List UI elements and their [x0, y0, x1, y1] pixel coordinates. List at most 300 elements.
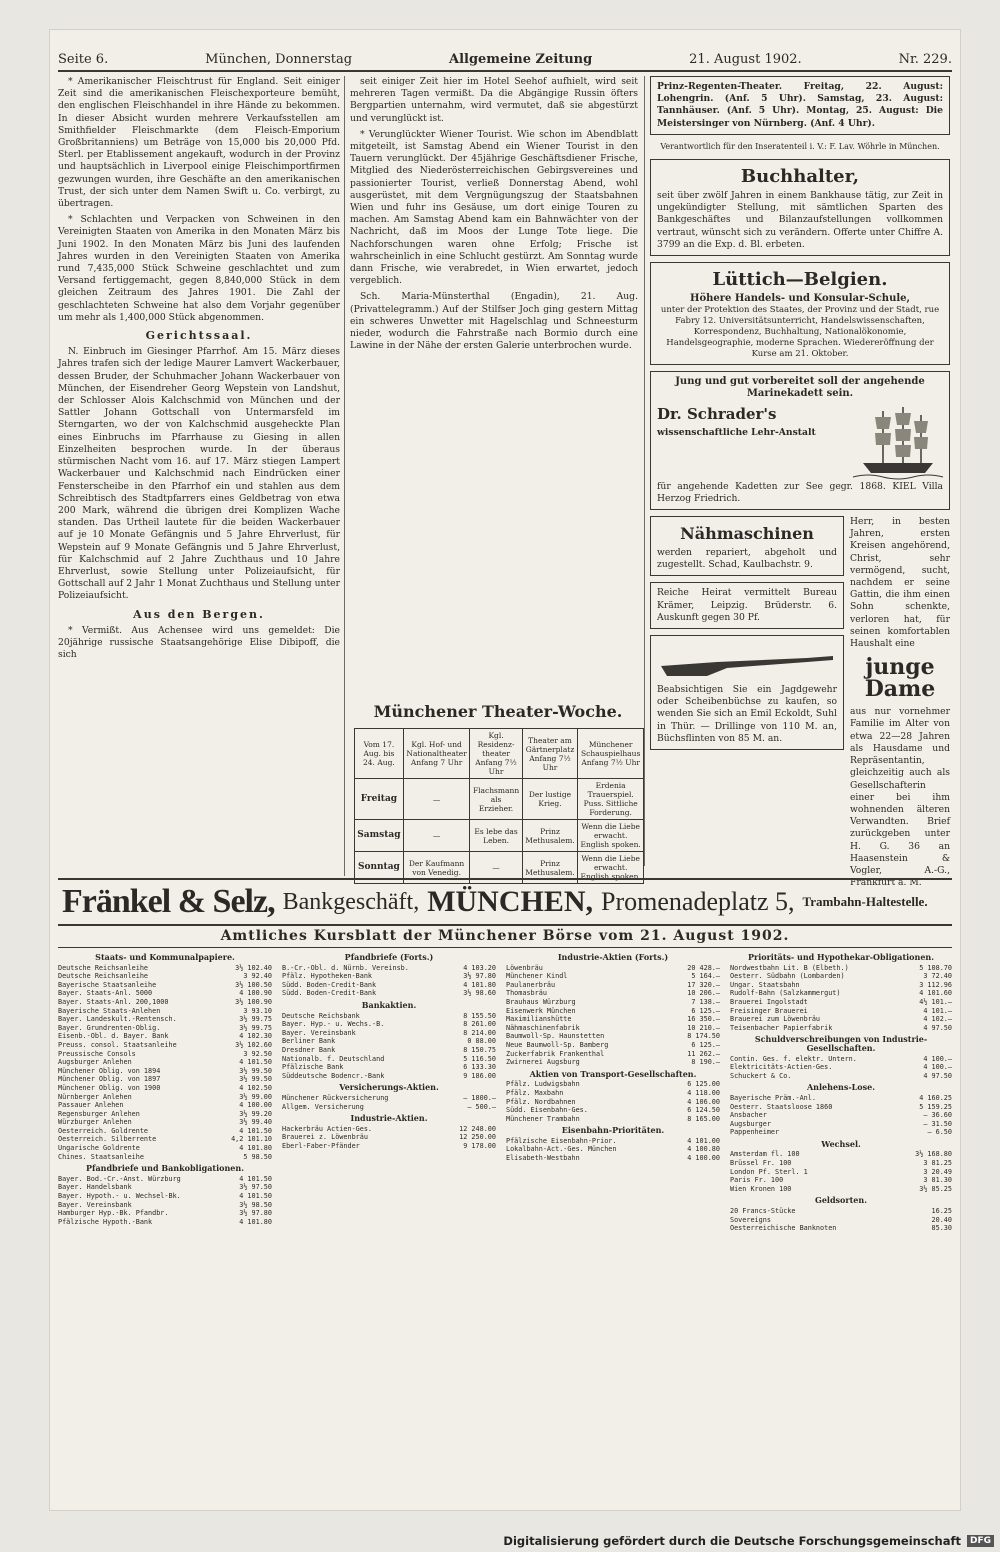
kurs-value: 4 97.50 [923, 1023, 952, 1032]
kurs-row [282, 1055, 496, 1064]
kurs-value: 3 81.30 [923, 1176, 952, 1185]
kurs-row [58, 972, 272, 981]
theater-house: Kgl. Residenz-theater Anfang 7½ Uhr [470, 729, 522, 779]
kurs-security-name: Neue Baumwoll-Sp. Bamberg [506, 1040, 609, 1049]
kurs-security-name: Pfälz. Ludwigsbahn [506, 1080, 580, 1089]
kurs-value: 4 102.30 [239, 1032, 272, 1041]
kurs-list [730, 1055, 952, 1081]
kurs-value: 17 320.— [687, 980, 720, 989]
kurs-row [58, 1135, 272, 1144]
kurs-security-name: Pfälzische Bank [282, 1063, 344, 1072]
kurs-row [506, 964, 720, 973]
kurs-list [506, 1137, 720, 1163]
kurs-row [58, 1032, 272, 1041]
kurs-value: 16.25 [931, 1207, 952, 1216]
kurs-row [506, 1106, 720, 1115]
kurs-row [282, 1029, 496, 1038]
kurs-security-name: Bayer. Grundrenten-Oblig. [58, 1023, 161, 1032]
kurs-security-name: Münchener Oblig. von 1900 [58, 1083, 161, 1092]
kurs-value: 8 214.00 [463, 1028, 496, 1037]
kurs-row [730, 1224, 952, 1233]
kurs-list [730, 1150, 952, 1193]
kurs-security-name: Oesterr. Südbahn (Lombarden) [730, 972, 845, 981]
kurs-value: 8 165.00 [687, 1114, 720, 1123]
kurs-section-heading: Industrie-Aktien (Forts.) [557, 952, 669, 962]
ad-reiche-text: Reiche Heirat vermittelt Bureau Krämer, Leipzig. Brüderstr. 6. Auskunft gegen 30 Pf. [657, 587, 837, 623]
article-vermisst-cont: seit einiger Zeit hier im Hotel Seehof aufhielt, wird seit mehreren Tagen vermißt. Da die Abgängige Russin öfters Bergpartien unternahm, wird vermutet, daß sie abgestürzt und verunglückt ist. [350, 76, 638, 124]
kurs-section-heading: Pfandbriefe (Forts.) [344, 952, 434, 962]
kurs-security-name: Nürnberger Anlehen [58, 1092, 132, 1101]
ad-jagdgewehr [650, 635, 844, 750]
kurs-column-1 [58, 950, 272, 1490]
ad-reiche-heirat [650, 582, 844, 629]
kurs-value: 4 101.50 [239, 1058, 272, 1067]
kurs-value: 4 101.80 [463, 980, 496, 989]
kurs-value: 8 174.50 [687, 1032, 720, 1041]
kurs-row [730, 1216, 952, 1225]
ad-prinzregenten [650, 76, 950, 135]
kurs-value: 10 210.— [687, 1023, 720, 1032]
kurs-row [730, 1176, 952, 1185]
kurs-row [730, 972, 952, 981]
column-2 [350, 76, 638, 716]
ad-buchhalter [650, 159, 950, 256]
kurs-value: 4 101.50 [239, 1174, 272, 1183]
kurs-value: 5 159.25 [919, 1102, 952, 1111]
kurs-row [730, 1103, 952, 1112]
kurs-security-name: Ungarische Goldrente [58, 1144, 140, 1153]
kurs-security-name: Münchener Kindl [506, 972, 568, 981]
kurs-value: 3½ 168.80 [915, 1150, 952, 1159]
kurs-security-name: Pfälz. Maxbahn [506, 1088, 564, 1097]
kurs-security-name: Brauerei z. Löwenbräu [282, 1133, 368, 1142]
kurs-row [58, 1041, 272, 1050]
kurs-value: 9 178.00 [463, 1141, 496, 1150]
theater-day: Sonntag [355, 852, 404, 884]
kurs-security-name: Oesterreich. Goldrente [58, 1126, 149, 1135]
ad-prinzregenten-text: Prinz-Regenten-Theater. Freitag, 22. August: Lohengrin. (Anf. 5 Uhr). Samstag, 23. August: Tannhäuser. (Anf. 5 Uhr). Montag, 25. August: Die Meistersinger von Nürnberg. (Anf. 4 Uhr). [657, 81, 943, 129]
kurs-value: 3½ 99.40 [239, 1118, 272, 1127]
theater-cell: — [470, 852, 522, 884]
kurs-row [58, 1144, 272, 1153]
kurs-row [282, 1046, 496, 1055]
banner-kind: Bankgeschäft, [282, 888, 420, 915]
kurs-value: 4 102.50 [239, 1083, 272, 1092]
kurs-security-name: Münchener Trambahn [506, 1114, 580, 1123]
kurs-row [506, 1007, 720, 1016]
kurs-security-name: Baumwoll-Sp. Haunstetten [506, 1032, 605, 1041]
kurs-value: 4 118.00 [687, 1088, 720, 1097]
kurs-column-3 [506, 950, 720, 1490]
kurs-value: 4 100.— [923, 1063, 952, 1072]
kurs-row [730, 1111, 952, 1120]
article-einbruch: N. Einbruch im Giesinger Pfarrhof. Am 15. März dieses Jahres trafen sich der ledige Maurer Lamvert Wackerbauer, dessen Bruder, der Schuhmacher Johann Wackerbauer von München, der Eisendreher Georg Wepstein von Landshut, der Schlosser Alois Kalchschmid von München und der Sattler Johann Gottschall von Untermarsfeld im Sterngarten, wo der von Kalchschmid ausgeheckte Plan eines Einbruchs im Pfarrhause zu Giesing in allen Einzelheiten besprochen wurde. In der überaus stürmischen Nacht vom 16. auf 17. März stiegen Lampert Wackerbauer und Kalchschmid nach Eindrücken einer Fensterscheibe in den Pfarrhof ein und stahlen aus dem Schreibtisch des Stadtpfarrers eines Geldbetrag von etwa 200 Mark, während die übrigen drei Komplizen Wache standen. Das Urtheil lautete für die beiden Wackerbauer auf je 10 Monate Gefängnis und 5 Jahre Ehrverlust, für Wepstein auf 9 Monate Gefängnis und 5 Jahre Ehrverlust, für Kalchschmid auf 2 Jahre Zuchthaus und 10 Jahre Ehrverlust, sowie Stellung unter Polizeiaufsicht, für Gottschall auf 2 Jahr 1 Monat Zuchthaus und Stellung unter Polizeiaufsicht. [58, 346, 340, 602]
dfg-logo-icon: DFG [967, 1535, 994, 1547]
kurs-row [282, 1063, 496, 1072]
kurs-security-name: Maximilianshütte [506, 1015, 572, 1024]
kurs-row [506, 981, 720, 990]
ad-row [650, 516, 950, 889]
kurs-value: 3½ 99.75 [239, 1015, 272, 1024]
kurs-security-name: Bayer. Staats-Anl. 5000 [58, 989, 153, 998]
kurs-row [506, 998, 720, 1007]
kurs-value: 3½ 97.80 [239, 1209, 272, 1218]
kurs-list [506, 964, 720, 1067]
kurs-row [58, 1118, 272, 1127]
kurs-section-heading: Eisenbahn-Prioritäten. [561, 1125, 665, 1136]
kurs-row [282, 989, 496, 998]
kurs-column-2 [282, 950, 496, 1490]
kurs-row [58, 1024, 272, 1033]
kurs-value: 3½ 100.50 [235, 980, 272, 989]
kurs-value: 3½ 85.25 [919, 1184, 952, 1193]
kurs-value: 12 250.00 [459, 1133, 496, 1142]
kurs-security-name: Pfälz. Hypotheken-Bank [282, 972, 373, 981]
kurs-security-name: Amsterdam fl. 100 [730, 1150, 800, 1159]
kurs-row [58, 1084, 272, 1093]
kurs-value: 6 125.— [691, 1040, 720, 1049]
kurs-row [730, 981, 952, 990]
page-header [58, 48, 952, 72]
kurs-section-heading: Bankaktien. [361, 999, 417, 1010]
kurs-security-name: Paris Fr. 100 [730, 1176, 784, 1185]
kurs-row [58, 1153, 272, 1162]
section-heading-bergen: Aus den Bergen. [133, 607, 265, 621]
kurs-value: 4 101.— [923, 1006, 952, 1015]
kurs-security-name: Berliner Bank [282, 1037, 336, 1046]
article-vermisst: * Vermißt. Aus Achensee wird uns gemeldet: Die 20jährige russische Staatsangehörige Elise Dibipoff, die sich [58, 624, 340, 661]
kurs-value: 4 101.00 [687, 1136, 720, 1145]
kurs-row [282, 1072, 496, 1081]
ad-schrader-intro: Jung und gut vorbereitet soll der angehende Marinekadett sein. [675, 376, 925, 400]
article-schweine: * Schlachten und Verpacken von Schweinen in den Vereinigten Staaten von Amerika in den Monaten März bis Juni 1902. In den Monaten März bis Juni des laufenden Jahres wurden in den Vereinigten Staaten von Amerika rund 7,435,000 Stück Schweine geschlachtet und zum Versand fertiggemacht, gegen 8,840,000 Stück in dem gleichen Zeitraum des Jahres 1901. Die Zahl der geschlachteten Schweine hat also dem Vorjahr gegenüber um mehr als 1,400,000 Stück abgenommen. [58, 214, 340, 323]
kurs-row [730, 1168, 952, 1177]
kurs-security-name: Dresdner Bank [282, 1045, 336, 1054]
kurs-value: 5 164.— [691, 972, 720, 981]
kurs-value: 4 101.60 [919, 989, 952, 998]
kurs-security-name: Ungar. Staatsbahn [730, 980, 800, 989]
kurs-column-4 [730, 950, 952, 1490]
kurs-security-name: Elektricitäts-Actien-Ges. [730, 1063, 833, 1072]
ad-schrader-text: für angehende Kadetten zur See gegr. 1868. KIEL Villa Herzog Friedrich. [657, 480, 943, 504]
article-wiener-tourist: * Verunglückter Wiener Tourist. Wie schon im Abendblatt mitgeteilt, ist Samstag Abend ein Wiener Tourist in den Tauern verunglückt. Der 45jährige Geschäftsdiener Frische, Mitglied des Niederösterreichischen Gebirgsvereines und passionierter Tourist, verließ Donnerstag Abend, wohl ausgerüstet, mit dem Vergnügungszug der Staatsbahnen Wien und fuhr ins Gesäuse, um dort einige Touren zu machen. Am Samstag Abend kam ein Bahnwächter von der Nachricht, daß im Moos der Lunge Tote liege. Die Nachforschungen waren ohne Erfolg; Frische ist wahrscheinlich in eine Schlucht gestürzt. Am Sonntag wurde dann Frische, wie verabredet, in Wien erwartet, jedoch vergeblich. [350, 128, 638, 287]
kurs-value: 5 98.50 [243, 1152, 272, 1161]
kurs-security-name: Zwirnerei Augsburg [506, 1058, 580, 1067]
kurs-value: 3½ 97.80 [463, 972, 496, 981]
kurs-security-name: Nationalb. f. Deutschland [282, 1054, 385, 1063]
kurs-security-name: Südd. Boden-Credit-Bank [282, 980, 377, 989]
theater-house: Kgl. Hof- und Nationaltheater Anfang 7 Uhr [403, 729, 470, 779]
kurs-row [730, 1150, 952, 1159]
kurs-section-heading: Wechsel. [821, 1138, 861, 1149]
kurs-row [730, 989, 952, 998]
kurs-value: 4 102.— [923, 1015, 952, 1024]
kurs-security-name: Nähmaschinenfabrik [506, 1023, 580, 1032]
kurs-security-name: London Pf. Sterl. 1 [730, 1167, 808, 1176]
kurs-security-name: Münchener Rückversicherung [282, 1093, 389, 1102]
kurs-row [58, 1050, 272, 1059]
theater-day: Samstag [355, 820, 404, 852]
kurs-value: 4 160.25 [919, 1093, 952, 1102]
column-3-ads [650, 76, 950, 889]
theater-cell: Wenn die Liebe erwacht. English spoken. [578, 820, 644, 852]
kurs-value: 8 261.00 [463, 1020, 496, 1029]
kurs-security-name: Bayer. Vereinsbank [58, 1200, 132, 1209]
theater-cell: Der Kaufmann von Venedig. [403, 852, 470, 884]
newspaper-page [50, 30, 960, 1510]
kurs-row [58, 1201, 272, 1210]
kurs-row [58, 1058, 272, 1067]
kurs-row [58, 981, 272, 990]
column-1 [58, 76, 340, 876]
kurs-section-heading: Geldsorten. [815, 1195, 867, 1206]
kurs-security-name: Augsburger [730, 1119, 771, 1128]
column-rule [644, 76, 645, 866]
kurs-security-name: Passauer Anlehen [58, 1101, 124, 1110]
kurs-value: 85.30 [931, 1224, 952, 1233]
kurs-security-name: Bayerische Präm.-Anl. [730, 1093, 816, 1102]
kurs-section-heading: Anlehens-Lose. [806, 1082, 876, 1093]
kurs-value: 3½ 99.00 [239, 1092, 272, 1101]
footer-credit [503, 1534, 994, 1548]
kurs-list [730, 1207, 952, 1233]
ad-naehmaschinen [650, 516, 844, 576]
kurs-section-heading: Aktien von Transport-Gesellschaften. [529, 1068, 697, 1079]
kurs-value: 8 155.50 [463, 1011, 496, 1020]
kurs-security-name: Brauhaus Würzburg [506, 997, 576, 1006]
kurs-section-heading: Industrie-Aktien. [350, 1113, 428, 1124]
kurs-value: 3½ 102.40 [235, 963, 272, 972]
kurs-section-heading: Pfandbriefe und Bankobligationen. [86, 1163, 244, 1174]
kurs-section-heading: Schuldverschreibungen von Industrie-Gesellschaften. [754, 1034, 928, 1053]
kurs-value: 4 97.50 [923, 1071, 952, 1080]
kurs-security-name: Regensburger Anlehen [58, 1109, 140, 1118]
kurs-row [730, 1207, 952, 1216]
kurs-row [730, 1063, 952, 1072]
theater-cell: Flachsmann als Erzieher. [470, 779, 522, 820]
kurs-security-name: Pappenheimer [730, 1128, 780, 1137]
kurs-row [282, 1103, 496, 1112]
kurs-list [282, 1094, 496, 1111]
kurs-value: 4 103.20 [463, 963, 496, 972]
kurs-value: 6 124.50 [687, 1106, 720, 1115]
kurs-row [282, 972, 496, 981]
kurs-section-heading: Versicherungs-Aktien. [339, 1082, 439, 1093]
banner-tram: Trambahn-Haltestelle. [802, 894, 928, 909]
kurs-security-name: Bayer. Hyp.- u. Wechs.-B. [282, 1020, 385, 1029]
kurs-value: 3½ 100.90 [235, 997, 272, 1006]
theater-cell: Prinz Methusalem. [522, 820, 578, 852]
kurs-value: 3½ 99.75 [239, 1023, 272, 1032]
kurs-row [282, 1133, 496, 1142]
theater-house: Münchener Schauspielhaus Anfang 7½ Uhr [578, 729, 644, 779]
ad-buchhalter-title: Buchhalter, [740, 166, 860, 188]
kurs-row [506, 1032, 720, 1041]
kurs-security-name: Thomasbräu [506, 989, 547, 998]
kurs-security-name: Preussische Consols [58, 1049, 136, 1058]
kurs-value: 4 100.00 [239, 1101, 272, 1110]
ad-naeh-title: Nähmaschinen [680, 524, 814, 544]
place-day: München, Donnerstag [205, 51, 353, 67]
kurs-security-name: Bayer. Vereinsbank [282, 1028, 356, 1037]
theater-row [355, 820, 644, 852]
kurs-security-name: Nordwestbahn Lit. B (Elbeth.) [730, 963, 849, 972]
kurs-row [282, 1094, 496, 1103]
kurs-list [282, 964, 496, 998]
kurs-row [506, 1154, 720, 1163]
theater-cell: Der lustige Krieg. [522, 779, 578, 820]
column-rule [344, 76, 345, 876]
kurs-security-name: Elisabeth-Westbahn [506, 1154, 580, 1163]
responsible-note: Verantwortlich für den Inseratenteil i. V.: F. Lav. Wöhrle in München. [660, 141, 940, 151]
ad-schrader-subtitle: wissenschaftliche Lehr-Anstalt [657, 426, 816, 438]
ad-luettich-text: unter der Protektion des Staates, der Provinz und der Stadt, rue Fabry 12. Universitätsunterricht, Handelswissenschaften, Korrespondenz, Buchhaltung, Nationalökonomie, Handelsgeographie, moderne Sprachen. Wiedereröffnung der Kurse am 21. Oktober. [660, 305, 940, 360]
kurs-security-name: Deutsche Reichsbank [282, 1011, 360, 1020]
kurs-security-name: Würzburger Anlehen [58, 1118, 132, 1127]
kurs-value: 4,2 101.10 [231, 1135, 272, 1144]
kurs-value: — 6.50 [927, 1128, 952, 1137]
ad-dame-title: junge Dame [864, 654, 936, 703]
kurs-row [58, 1093, 272, 1102]
kurs-security-name: Ansbacher [730, 1111, 767, 1120]
kurs-security-name: Bayer. Handelsbank [58, 1183, 132, 1192]
kurs-list [730, 964, 952, 1033]
kurs-row [58, 964, 272, 973]
article-engadin: Sch. Maria-Münsterthal (Engadin), 21. Aug. (Privattelegramm.) Auf der Stilfser Joch ging gestern Mittag ein schweres Unwetter mit Hagelschlag und Schneesturm nieder, wodurch die Fahrstraße nach Bormio durch eine Lawine in der Nähe der ersten Galerie unterbrochen wurde. [350, 291, 638, 352]
kurs-value: 4 101.50 [239, 1126, 272, 1135]
theater-cell: Wenn die Liebe erwacht. English spoken. [578, 852, 644, 884]
theater-cell: — [403, 820, 470, 852]
kurs-security-name: Paulanerbräu [506, 980, 556, 989]
kurs-value: 4 100.00 [687, 1154, 720, 1163]
kurs-value: 4 101.80 [239, 1144, 272, 1153]
kurs-row [730, 1007, 952, 1016]
ad-dame-text: aus nur vornehmer Familie im Alter von etwa 22—28 Jahren als Hausdame und Repräsentantin, gleichzeitig auch als Gesellschafterin einer bei ihm wohnenden älteren Verwandten. Brief zurückgeben unter H. G. 36 an Haasenstein & Vogler, A.-G., Frankfurt a. M. [850, 706, 950, 889]
theater-cell: Erdenia Trauerspiel. Puss. Sittliche Forderung. [578, 779, 644, 820]
theater-corner: Vom 17. Aug. bis 24. Aug. [355, 729, 404, 779]
kurs-security-name: Contin. Ges. f. elektr. Untern. [730, 1054, 857, 1063]
kurs-security-name: Bayerische Staatsanleihe [58, 980, 157, 989]
kurs-value: 3½ 99.20 [239, 1109, 272, 1118]
kurs-row [506, 1115, 720, 1124]
kurs-list [58, 964, 272, 1162]
ad-buchhalter-text: seit über zwölf Jahren in einem Bankhause tätig, zur Zeit in ungekündigter Stellung, mit sämtlichen Sparten des Bankgeschäftes und Bilanzaufstellungen vollkommen vertraut, wünscht sich zu verändern. Offerte unter Chiffre A. 3799 an die Exp. d. Bl. erbeten. [657, 190, 943, 250]
kurs-row [58, 1209, 272, 1218]
kurs-value: 4½ 101.— [919, 997, 952, 1006]
kurs-row [506, 972, 720, 981]
ad-naeh-text: werden repariert, abgeholt und zugestellt. Schad, Kaulbachstr. 9. [657, 547, 837, 571]
kurs-row [730, 998, 952, 1007]
rifle-illustration [657, 644, 837, 680]
kurs-row [58, 1192, 272, 1201]
kurs-value: 3 92.40 [243, 972, 272, 981]
kurs-value: 3½ 98.60 [463, 989, 496, 998]
kurs-value: 20 428.— [687, 963, 720, 972]
kurs-row [506, 1098, 720, 1107]
kurs-row [282, 1037, 496, 1046]
kurs-row [506, 1050, 720, 1059]
theater-cell: Es lebe das Leben. [470, 820, 522, 852]
kurs-list [282, 1012, 496, 1081]
ad-luettich [650, 262, 950, 365]
ship-illustration [853, 401, 943, 481]
kurs-row [58, 1101, 272, 1110]
kurs-row [506, 1137, 720, 1146]
kurs-list [58, 1175, 272, 1227]
kurs-value: 3 81.25 [923, 1159, 952, 1168]
kurs-value: 3½ 97.50 [239, 1183, 272, 1192]
kurs-security-name: Bayer. Bod.-Cr.-Anst. Würzburg [58, 1174, 181, 1183]
theater-day: Freitag [355, 779, 404, 820]
kurs-security-name: Südd. Boden-Credit-Bank [282, 989, 377, 998]
kurs-security-name: Pfälz. Nordbahnen [506, 1097, 576, 1106]
kurs-section-heading: Prioritäts- und Hypothekar-Obligationen. [747, 952, 935, 962]
kurs-security-name: Wien Kronen 100 [730, 1184, 792, 1193]
kurs-row [730, 1055, 952, 1064]
kurs-value: 4 100.90 [239, 989, 272, 998]
kurs-security-name: Eisenb.-Obl. d. Bayer. Bank [58, 1032, 169, 1041]
kurs-security-name: Bayer. Staats-Anl. 200,1000 [58, 997, 169, 1006]
kurs-row [282, 1020, 496, 1029]
kurs-section-heading: Staats- und Kommunalpapiere. [95, 952, 235, 962]
kurs-row [58, 1127, 272, 1136]
theater-cell: — [403, 779, 470, 820]
kurs-value: 5 108.70 [919, 963, 952, 972]
kurs-value: 20.40 [931, 1215, 952, 1224]
kurs-value: 3 20.49 [923, 1167, 952, 1176]
kurs-security-name: Deutsche Reichsanleihe [58, 972, 149, 981]
theater-week-title: Münchener Theater-Woche. [373, 702, 623, 721]
kurs-value: 8 190.— [691, 1058, 720, 1067]
section-heading-gerichtssaal: Gerichtssaal. [145, 329, 253, 343]
kursblatt-title: Amtliches Kursblatt der Münchener Börse vom 21. August 1902. [58, 928, 952, 948]
banner-city: MÜNCHEN, [427, 885, 594, 918]
kurs-security-name: Münchener Oblig. von 1894 [58, 1066, 161, 1075]
kurs-value: 5 116.50 [463, 1054, 496, 1063]
kurs-security-name: Brauerei zum Löwenbräu [730, 1015, 821, 1024]
footer-text: Digitalisierung gefördert durch die Deutsche Forschungsgemeinschaft [503, 1534, 961, 1548]
kurs-value: 4 100.— [923, 1054, 952, 1063]
kurs-row [730, 1072, 952, 1081]
kurs-security-name: Pfälzische Eisenbahn-Prior. [506, 1136, 617, 1145]
kurs-value: 9 186.00 [463, 1071, 496, 1080]
bank-banner [58, 878, 952, 926]
kurs-security-name: Freisinger Brauerei [730, 1006, 808, 1015]
ad-schrader-title: Dr. Schrader's [657, 404, 777, 423]
banner-address: Promenadeplatz 5, [601, 887, 795, 916]
kurs-row [58, 1110, 272, 1119]
page-number: Seite 6. [58, 51, 109, 67]
kurs-value: 12 248.00 [459, 1124, 496, 1133]
ad-jagdgewehr-text: Beabsichtigen Sie ein Jagdgewehr oder Scheibenbüchse zu kaufen, so wenden Sie sich an Emil Eckoldt, Suhl in Thür. — Drillinge von 110 M. an, Büchsflinten von 85 M. an. [657, 684, 837, 744]
kurs-row [506, 1041, 720, 1050]
kurs-value: 11 262.— [687, 1049, 720, 1058]
kurs-row [58, 1015, 272, 1024]
kurs-row [58, 1175, 272, 1184]
kurs-row [506, 1058, 720, 1067]
kurs-security-name: Lokalbahn-Act.-Ges. München [506, 1145, 617, 1154]
kurs-value: 4 101.50 [239, 1192, 272, 1201]
kurs-row [58, 989, 272, 998]
kurs-row [730, 1120, 952, 1129]
kurs-value: 3½ 98.50 [239, 1200, 272, 1209]
kurs-security-name: Eisenwerk München [506, 1006, 576, 1015]
kurs-security-name: Südd. Eisenbahn-Ges. [506, 1106, 588, 1115]
kurs-value: 3 92.50 [243, 1049, 272, 1058]
kurs-value: 3½ 99.50 [239, 1066, 272, 1075]
ad-herr-text: Herr, in besten Jahren, ersten Kreisen angehörend, Christ, sehr vermögend, sucht, nachdem er seine Gattin, die ihm einen Sohn schenkte, verloren hat, für seinen komfortablen Haushalt eine [850, 516, 950, 650]
kurs-security-name: Deutsche Reichsanleihe [58, 963, 149, 972]
